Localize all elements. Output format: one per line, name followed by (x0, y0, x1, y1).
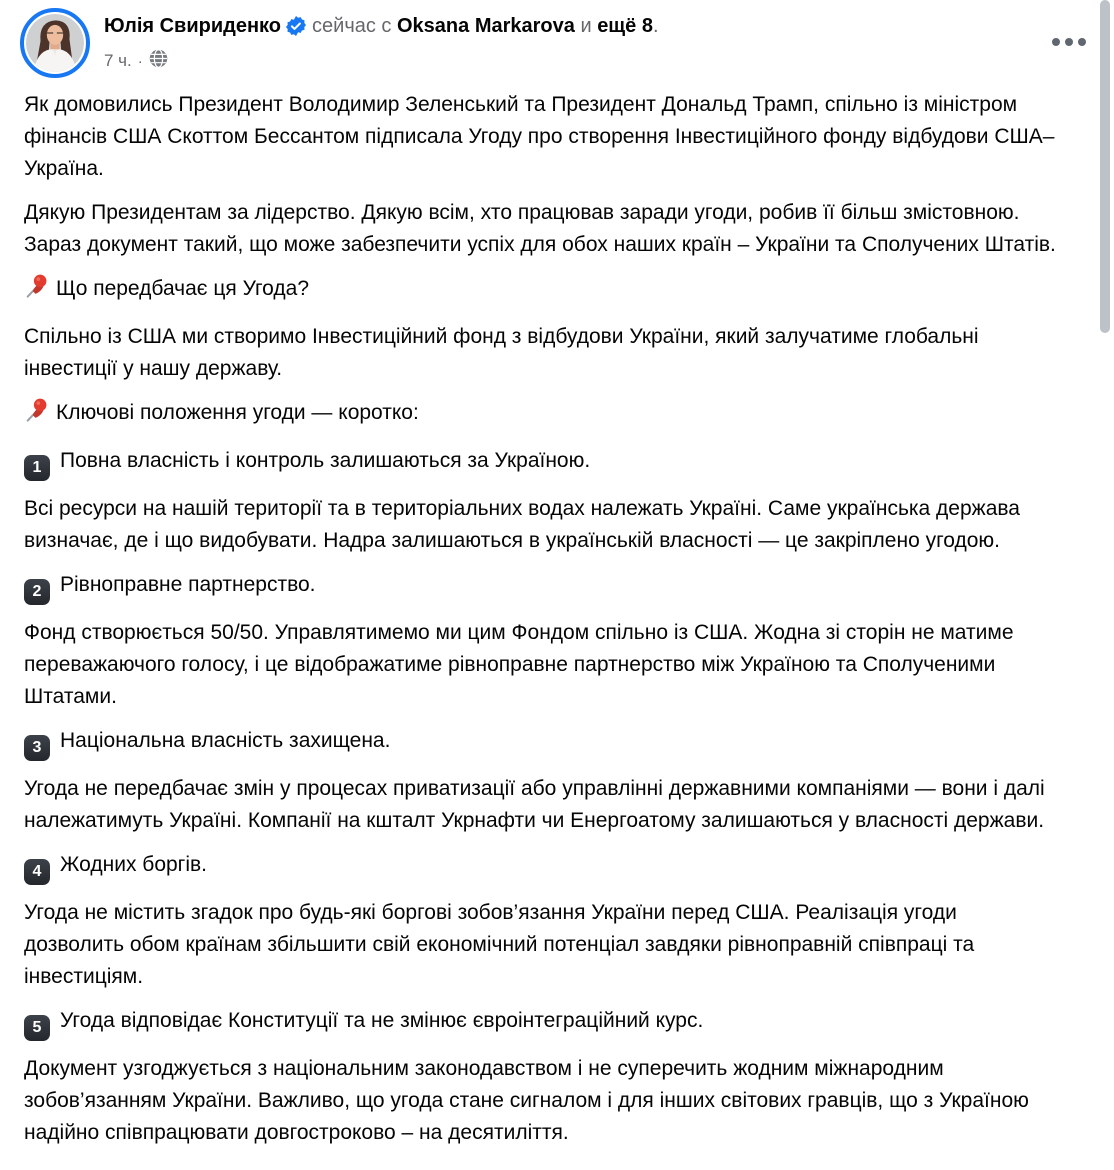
pushpin-icon (24, 273, 48, 309)
globe-icon (149, 49, 168, 73)
item-body-text: Всі ресурси на нашій території та в територіальних водах належать Україні. Саме українська держава визначає, де і що видобувати. Надра залишаються в українській власності — це закріплено угодою. (24, 497, 1020, 552)
item-body-text: Документ узгоджується з національним законодавством і не суперечить жодним міжнародним зобов’язанням України. Важливо, що угода стане сигналом і для інших світових гравців, що з Україною надійно співпрацювати довгостроково – на десятиліття. (24, 1057, 1029, 1144)
keycap-1-icon: 1 (24, 455, 50, 481)
header-text (104, 8, 659, 73)
byline (104, 13, 659, 43)
pin-question-text: Що передбачає ця Угода? (56, 277, 309, 300)
byline-period: . (653, 15, 659, 37)
item-title-text: Повна власність і контроль залишаються за Україною. (60, 449, 591, 472)
intro-paragraph-1: Як домовились Президент Володимир Зеленський та Президент Дональд Трамп, спільно із міністром фінансів США Скоттом Бессантом підписала Угоду про створення Інвестиційного фонду відбудови США–Україна. (24, 93, 1055, 180)
item-title-text: Жодних боргів. (60, 853, 207, 876)
pushpin-icon (24, 397, 48, 433)
item-body-text: Угода не містить згадок про будь-які боргові зобов’язання України перед США. Реалізація угоди дозволить обом країнам збільшити свій економічний потенціал завдяки рівноправній співпраці та інвестиціям. (24, 901, 975, 988)
more-people-link[interactable]: ещё 8 (597, 15, 653, 37)
avatar-photo (26, 14, 84, 72)
connector: и (580, 15, 592, 37)
avatar[interactable] (20, 8, 90, 78)
ellipsis-dot (1052, 38, 1060, 46)
keycap-4-icon: 4 (24, 859, 50, 885)
ellipsis-dot (1065, 38, 1073, 46)
context-prefix: сейчас с (312, 15, 392, 37)
agreement-item-1 (24, 445, 1062, 557)
meta-line (104, 49, 659, 73)
keycap-3-icon: 3 (24, 735, 50, 761)
agreement-item-2 (24, 569, 1062, 713)
scrollbar-thumb[interactable] (1100, 0, 1110, 333)
author-name[interactable]: Юлія Свириденко (104, 15, 282, 37)
keycap-5-icon: 5 (24, 1015, 50, 1041)
item-body-text: Угода не передбачає змін у процесах приватизації або управлінні державними компаніями — вони і далі належатимуть Україні. Компанії на кшталт Укрнафти чи Енергоатому залишаються у власності держави. (24, 777, 1045, 832)
item-title-line (24, 445, 1062, 481)
pin-key-points-line (24, 397, 1062, 433)
item-title-text: Рівноправне партнерство. (60, 573, 316, 596)
item-title-line (24, 569, 1062, 605)
item-title-text: Угода відповідає Конституції та не змінює євроінтеграційний курс. (60, 1009, 704, 1032)
item-title-line (24, 725, 1062, 761)
post-body (24, 89, 1062, 1161)
pin-key-points-text: Ключові положення угоди — коротко: (56, 401, 419, 424)
agreement-item-5 (24, 1005, 1062, 1149)
item-title-text: Національна власність захищена. (60, 729, 391, 752)
keycap-2-icon: 2 (24, 579, 50, 605)
pin-question-line (24, 273, 1062, 309)
agreement-item-3 (24, 725, 1062, 837)
agreement-item-4 (24, 849, 1062, 993)
item-title-line (24, 849, 1062, 885)
verified-badge-icon (286, 16, 306, 43)
fund-paragraph: Спільно із США ми створимо Інвестиційний фонд з відбудови України, який залучатиме глобальні інвестиції у нашу державу. (24, 325, 979, 380)
intro-paragraph-2: Дякую Президентам за лідерство. Дякую всім, хто працював заради угоди, робив її більш змістовною. Зараз документ такий, що може забезпечити успіх для обох наших країн – України та Сполучених Штатів. (24, 201, 1056, 256)
tagged-person[interactable]: Oksana Markarova (397, 15, 575, 37)
ellipsis-dot (1078, 38, 1086, 46)
item-body-text: Фонд створюється 50/50. Управлятимемо ми цим Фондом спільно із США. Жодна зі сторін не матиме переважаючого голосу, і це відображатиме рівноправне партнерство між Україною та Сполученими Штатами. (24, 621, 1014, 708)
dot-separator: · (137, 52, 143, 70)
timestamp[interactable]: 7 ч. (104, 51, 132, 70)
post-header (20, 8, 1004, 78)
item-title-line (24, 1005, 1062, 1041)
more-options-button[interactable] (1050, 32, 1088, 52)
